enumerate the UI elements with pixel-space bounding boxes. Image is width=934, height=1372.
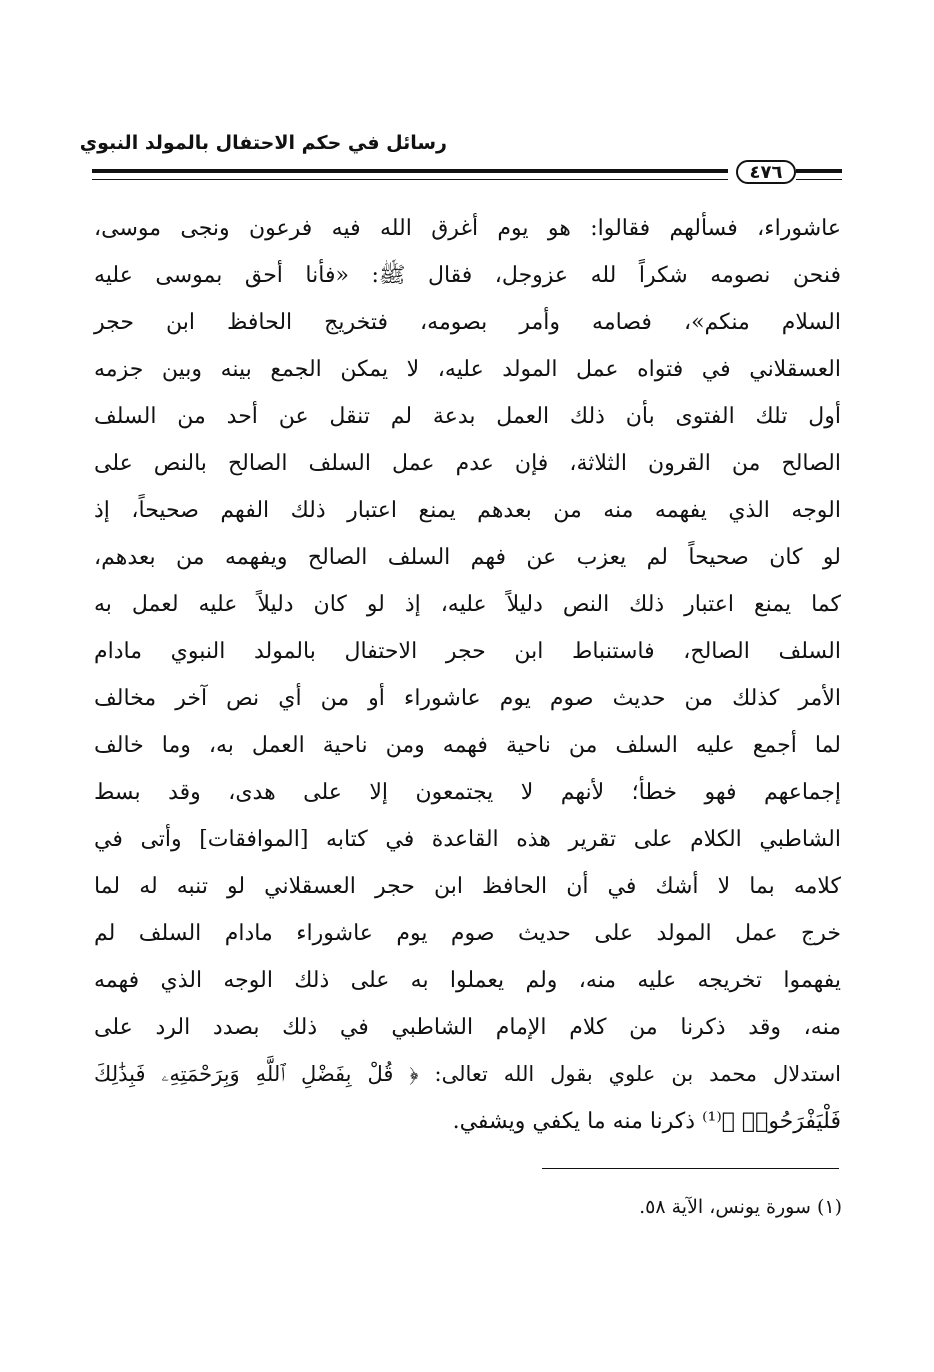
text-line: الصالح من القرون الثلاثة، فإن عدم عمل السلف الصالح بالنص على — [94, 451, 841, 476]
running-title: رسائل في حكم الاحتفال بالمولد النبوي — [79, 132, 447, 154]
header-rule-right — [796, 169, 842, 180]
header-rule-left — [92, 169, 728, 180]
text-line: لو كان صحيحاً لم يعزب عن فهم السلف الصالح ويفهمه من بعدهم، — [94, 545, 841, 570]
text-line: كما يمنع اعتبار ذلك النص دليلاً عليه، إذ لو كان دليلاً عليه لعمل به — [94, 592, 841, 617]
page-header — [79, 118, 842, 198]
text-line-quran: استدلال محمد بن علوي بقول الله تعالى: ﴿ قُلْ بِفَضْلِ ٱللَّهِ وَبِرَحْمَتِهِۦ فَبِذَٰلِكَ — [94, 1062, 841, 1086]
text-line: لما أجمع عليه السلف من ناحية فهمه ومن ناحية العمل به، وما خالف — [94, 733, 841, 758]
text-line: السلف الصالح، فاستنباط ابن حجر الاحتفال بالمولد النبوي مادام — [94, 639, 841, 664]
text-line: إجماعهم فهو خطأ؛ لأنهم لا يجتمعون إلا على هدى، وقد بسط — [94, 780, 841, 805]
text-line: كلامه بما لا أشك في أن الحافظ ابن حجر العسقلاني لو تنبه له لما — [94, 874, 841, 899]
text-line: السلام منكم»، فصامه وأمر بصومه، فتخريج الحافظ ابن حجر — [94, 310, 841, 335]
text-line: فنحن نصومه شكراً لله عزوجل، فقال ﷺ: «فأنا أحق بموسى عليه — [94, 263, 841, 288]
page-number: ٤٧٦ — [736, 160, 796, 184]
text-line: العسقلاني في فتواه عمل المولد عليه، لا يمكن الجمع بينه وبين جزمه — [94, 357, 841, 382]
header-rule — [92, 160, 842, 186]
text-line: منه، وقد ذكرنا من كلام الإمام الشاطبي في ذلك بصدد الرد على — [94, 1015, 841, 1040]
text-line-last: فَلْيَفْرَحُوا۟ ﴾⁽¹⁾ ذكرنا منه ما يكفي ويشفي. — [452, 1109, 841, 1134]
body-text — [94, 205, 841, 1145]
footnote: (١) سورة يونس، الآية ٥٨. — [639, 1196, 842, 1218]
footnote-separator — [542, 1168, 839, 1169]
text-line: الشاطبي الكلام على تقرير هذه القاعدة في كتابه [الموافقات] وأتى في — [94, 827, 841, 852]
text-line: أول تلك الفتوى بأن ذلك العمل بدعة لم تنقل عن أحد من السلف — [94, 404, 841, 429]
text-line: الوجه الذي يفهمه منه من بعدهم يمنع اعتبار ذلك الفهم صحيحاً، إذ — [94, 498, 841, 523]
text-line: عاشوراء، فسألهم فقالوا: هو يوم أغرق الله فيه فرعون ونجى موسى، — [94, 216, 841, 241]
text-line: خرج عمل المولد على حديث صوم يوم عاشوراء مادام السلف لم — [94, 921, 841, 946]
text-line: يفهموا تخريجه عليه منه، ولم يعملوا به على ذلك الوجه الذي فهمه — [94, 968, 841, 993]
text-line: الأمر كذلك من حديث صوم يوم عاشوراء أو من أي نص آخر مخالف — [94, 686, 841, 711]
